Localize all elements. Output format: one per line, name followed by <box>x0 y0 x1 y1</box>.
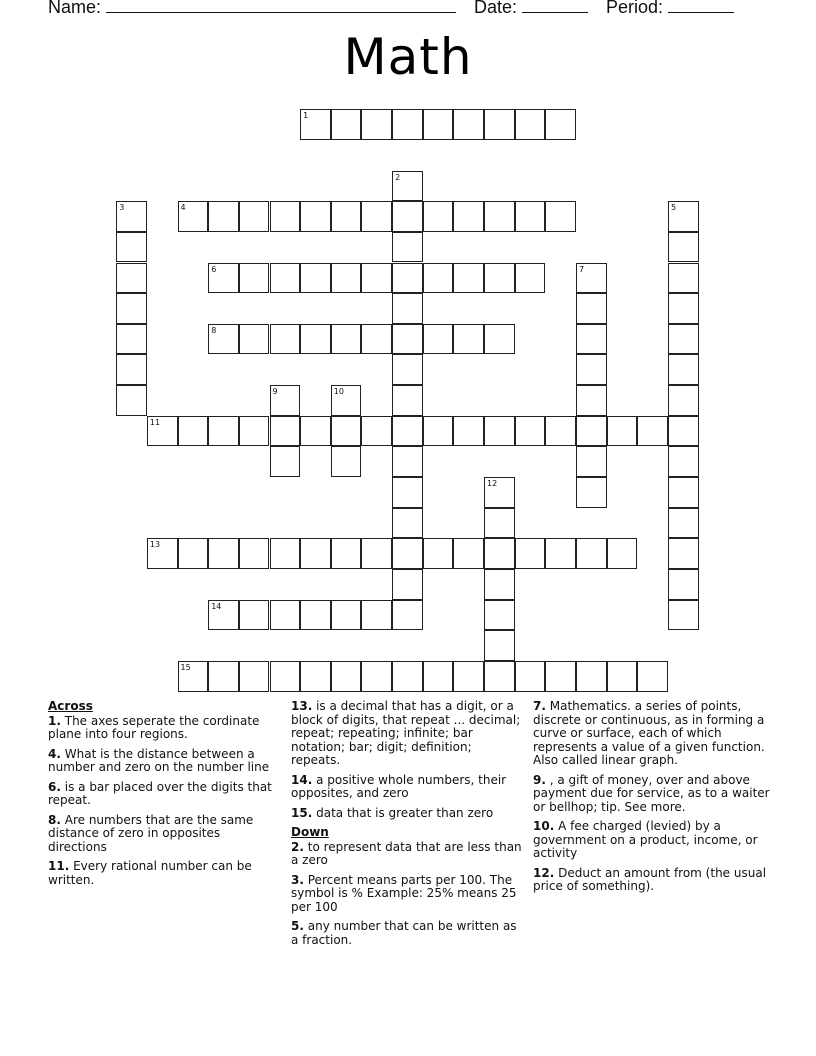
cell-number: 8 <box>211 325 217 335</box>
clue-down-7: 7. Mathematics. a series of points, discrete or continuous, as in forming a curve or surface, each of which represents a value of a given function. Also called linear graph. <box>533 699 765 767</box>
clue-text: to represent data that are less than a zero <box>291 839 522 867</box>
crossword-cell[interactable] <box>668 477 699 508</box>
crossword-cell[interactable] <box>270 201 301 232</box>
clue-down-2: 2. to represent data that are less than a zero <box>291 839 522 867</box>
crossword-cell[interactable] <box>423 109 454 140</box>
crossword-cell[interactable] <box>515 661 546 692</box>
crossword-cell[interactable] <box>668 324 699 355</box>
crossword-cell[interactable] <box>576 324 607 355</box>
clue-across-1: 1. The axes seperate the cordinate plane into four regions. <box>48 713 260 741</box>
crossword-grid <box>117 110 701 694</box>
crossword-cell[interactable] <box>208 201 239 232</box>
crossword-cell[interactable] <box>239 263 270 294</box>
crossword-cell[interactable] <box>392 109 423 140</box>
crossword-cell[interactable] <box>484 416 515 447</box>
crossword-cell[interactable] <box>637 416 668 447</box>
cell-number: 9 <box>272 387 278 397</box>
crossword-cell[interactable] <box>484 477 515 508</box>
crossword-cell[interactable] <box>270 416 301 447</box>
period-field[interactable] <box>606 0 734 18</box>
crossword-cell[interactable] <box>239 538 270 569</box>
clue-text: , a gift of money, over and above payment due for service, as to a waiter or bellhop; tip. See more. <box>533 772 770 814</box>
crossword-cell[interactable] <box>392 569 423 600</box>
clue-number: 2 <box>291 839 300 854</box>
crossword-cell[interactable] <box>515 538 546 569</box>
clue-number: 10 <box>533 819 550 833</box>
across-heading: Across <box>48 699 93 713</box>
clue-text: The axes seperate the cordinate plane into four regions. <box>48 713 260 741</box>
crossword-cell[interactable] <box>392 232 423 263</box>
crossword-cell[interactable] <box>545 109 576 140</box>
crossword-cell[interactable] <box>453 538 484 569</box>
crossword-cell[interactable] <box>607 661 638 692</box>
crossword-cell[interactable] <box>331 263 362 294</box>
clue-text: data that is greater than zero <box>316 805 494 820</box>
crossword-cell[interactable] <box>453 324 484 355</box>
crossword-cell[interactable] <box>423 324 454 355</box>
crossword-cell[interactable] <box>392 293 423 324</box>
crossword-cell[interactable] <box>270 263 301 294</box>
crossword-cell[interactable] <box>270 385 301 416</box>
crossword-cell[interactable] <box>668 446 699 477</box>
clue-down-3: 3. Percent means parts per 100. The symbol is % Example: 25% means 25 per 100 <box>291 872 517 914</box>
crossword-cell[interactable] <box>423 263 454 294</box>
crossword-cell[interactable] <box>300 538 331 569</box>
clue-across-4: 4. What is the distance between a number and zero on the number line <box>48 746 270 774</box>
cell-number: 6 <box>211 264 217 274</box>
crossword-cell[interactable] <box>576 661 607 692</box>
crossword-cell[interactable] <box>392 477 423 508</box>
clue-number: 8 <box>48 812 57 827</box>
cell-number: 5 <box>670 203 677 213</box>
crossword-cell[interactable] <box>668 354 699 385</box>
crossword-cell[interactable] <box>116 354 147 385</box>
crossword-cell[interactable] <box>361 263 392 294</box>
crossword-cell[interactable] <box>668 600 699 631</box>
crossword-cell[interactable] <box>147 416 178 447</box>
clue-number: 4 <box>48 746 57 761</box>
crossword-cell[interactable] <box>576 538 607 569</box>
clue-across-13: 13. is a decimal that has a digit, or a block of digits, that repeat ... decimal; repeat; repeating; infinite; bar notation; bar; digit; definition; repeats. <box>291 699 521 767</box>
crossword-cell[interactable] <box>423 201 454 232</box>
crossword-cell[interactable] <box>392 201 423 232</box>
crossword-cell[interactable] <box>239 661 270 692</box>
clue-text: Mathematics. a series of points, discrete or continuous, as in forming a curve or surface, each of which represents a value of a given function. Also called linear graph. <box>533 699 765 767</box>
crossword-cell[interactable] <box>453 109 484 140</box>
clue-down-12: 12. Deduct an amount from (the usual price of something). <box>533 865 767 893</box>
cell-number: 13 <box>149 540 161 550</box>
crossword-cell[interactable] <box>208 416 239 447</box>
crossword-cell[interactable] <box>545 201 576 232</box>
clue-text: is a bar placed over the digits that repeat. <box>48 779 272 807</box>
cell-number: 1 <box>303 111 309 121</box>
crossword-cell[interactable] <box>484 109 515 140</box>
crossword-cell[interactable] <box>178 416 209 447</box>
crossword-cell[interactable] <box>392 385 423 416</box>
crossword-cell[interactable] <box>576 293 607 324</box>
cell-number: 4 <box>180 203 186 213</box>
crossword-cell[interactable] <box>300 201 331 232</box>
crossword-cell[interactable] <box>392 324 423 355</box>
crossword-cell[interactable] <box>392 600 423 631</box>
clue-across-8: 8. Are numbers that are the same distance of zero in opposites directions <box>48 812 254 854</box>
clue-number: 1 <box>48 713 57 728</box>
crossword-cell[interactable] <box>300 416 331 447</box>
crossword-cell[interactable] <box>392 508 423 539</box>
page-title: Math <box>343 28 473 86</box>
clues-column-1 <box>48 700 280 893</box>
name-blank-line[interactable] <box>106 0 456 13</box>
crossword-cell[interactable] <box>668 263 699 294</box>
crossword-cell[interactable] <box>423 538 454 569</box>
clue-text: Are numbers that are the same distance of zero in opposites directions <box>48 812 254 854</box>
crossword-cell[interactable] <box>178 201 209 232</box>
crossword-cell[interactable] <box>331 446 362 477</box>
crossword-cell[interactable] <box>270 661 301 692</box>
cell-number: 14 <box>211 601 222 611</box>
crossword-cell[interactable] <box>545 416 576 447</box>
crossword-cell[interactable] <box>392 446 423 477</box>
crossword-cell[interactable] <box>637 661 668 692</box>
crossword-cell[interactable] <box>545 661 576 692</box>
crossword-cell[interactable] <box>515 263 546 294</box>
crossword-cell[interactable] <box>331 109 362 140</box>
cell-number: 3 <box>119 203 125 213</box>
crossword-cell[interactable] <box>392 354 423 385</box>
clue-text: Percent means parts per 100. The symbol is % Example: 25% means 25 per 100 <box>291 872 517 914</box>
crossword-cell[interactable] <box>116 324 147 355</box>
crossword-cell[interactable] <box>116 385 147 416</box>
crossword-cell[interactable] <box>208 324 239 355</box>
crossword-cell[interactable] <box>607 538 638 569</box>
crossword-cell[interactable] <box>300 109 331 140</box>
crossword-cell[interactable] <box>484 569 515 600</box>
crossword-cell[interactable] <box>331 385 362 416</box>
crossword-cell[interactable] <box>331 201 362 232</box>
crossword-cell[interactable] <box>484 201 515 232</box>
crossword-cell[interactable] <box>147 538 178 569</box>
crossword-cell[interactable] <box>453 201 484 232</box>
cell-number: 2 <box>395 172 401 182</box>
crossword-cell[interactable] <box>392 661 423 692</box>
clue-across-14: 14. a positive whole numbers, their opposites, and zero <box>291 772 507 800</box>
crossword-cell[interactable] <box>576 385 607 416</box>
down-heading: Down <box>291 825 329 839</box>
clues-column-3 <box>533 700 773 900</box>
crossword-cell[interactable] <box>270 324 301 355</box>
clue-down-5: 5. any number that can be written as a fraction. <box>291 919 517 947</box>
crossword-cell[interactable] <box>484 600 515 631</box>
crossword-cell[interactable] <box>576 263 607 294</box>
crossword-cell[interactable] <box>453 263 484 294</box>
crossword-cell[interactable] <box>208 263 239 294</box>
clue-across-11: 11. Every rational number can be written. <box>48 859 252 887</box>
crossword-cell[interactable] <box>576 416 607 447</box>
crossword-cell[interactable] <box>515 109 546 140</box>
crossword-cell[interactable] <box>331 661 362 692</box>
crossword-cell[interactable] <box>331 324 362 355</box>
clue-number: 15 <box>291 805 308 820</box>
date-blank-line[interactable] <box>522 0 588 13</box>
crossword-cell[interactable] <box>300 661 331 692</box>
crossword-cell[interactable] <box>392 171 423 202</box>
clue-across-15: 15. data that is greater than zero <box>291 805 494 820</box>
crossword-cell[interactable] <box>668 508 699 539</box>
cell-number: 10 <box>333 387 344 397</box>
clue-number: 14 <box>291 772 308 787</box>
crossword-cell[interactable] <box>576 446 607 477</box>
crossword-cell[interactable] <box>361 600 392 631</box>
clue-text: Deduct an amount from (the usual price of something). <box>533 865 767 893</box>
crossword-cell[interactable] <box>423 661 454 692</box>
cell-number: 11 <box>149 417 161 427</box>
cell-number: 15 <box>180 662 191 672</box>
crossword-cell[interactable] <box>484 661 515 692</box>
clue-text: What is the distance between a number and zero on the number line <box>48 746 270 774</box>
crossword-cell[interactable] <box>423 416 454 447</box>
clue-number: 11 <box>48 859 65 873</box>
crossword-cell[interactable] <box>300 324 331 355</box>
crossword-cell[interactable] <box>361 538 392 569</box>
crossword-cell[interactable] <box>116 232 147 263</box>
crossword-cell[interactable] <box>270 446 301 477</box>
clue-down-10: 10. A fee charged (levied) by a government on a product, income, or activity <box>533 819 758 860</box>
crossword-cell[interactable] <box>239 416 270 447</box>
crossword-cell[interactable] <box>392 263 423 294</box>
crossword-cell[interactable] <box>515 201 546 232</box>
crossword-cell[interactable] <box>361 201 392 232</box>
period-label: Period: <box>606 0 664 17</box>
crossword-cell[interactable] <box>392 538 423 569</box>
crossword-cell[interactable] <box>208 661 239 692</box>
crossword-cell[interactable] <box>331 600 362 631</box>
crossword-cell[interactable] <box>484 263 515 294</box>
crossword-cell[interactable] <box>668 416 699 447</box>
crossword-cell[interactable] <box>668 293 699 324</box>
crossword-cell[interactable] <box>270 600 301 631</box>
crossword-cell[interactable] <box>453 661 484 692</box>
crossword-cell[interactable] <box>208 538 239 569</box>
crossword-cell[interactable] <box>239 201 270 232</box>
crossword-cell[interactable] <box>545 538 576 569</box>
cell-number: 7 <box>579 264 585 274</box>
crossword-cell[interactable] <box>361 661 392 692</box>
crossword-cell[interactable] <box>300 600 331 631</box>
crossword-cell[interactable] <box>361 416 392 447</box>
crossword-cell[interactable] <box>607 416 638 447</box>
period-blank-line[interactable] <box>668 0 734 13</box>
clues-column-2 <box>291 700 523 953</box>
crossword-cell[interactable] <box>178 661 209 692</box>
crossword-cell[interactable] <box>515 416 546 447</box>
clue-number: 3 <box>291 872 300 887</box>
crossword-cell[interactable] <box>576 354 607 385</box>
clue-text: a positive whole numbers, their opposites, and zero <box>291 772 507 800</box>
name-field[interactable] <box>48 0 456 18</box>
crossword-cell[interactable] <box>116 263 147 294</box>
crossword-cell[interactable] <box>361 109 392 140</box>
crossword-cell[interactable] <box>668 385 699 416</box>
clue-down-9: 9. , a gift of money, over and above payment due for service, as to a waiter or bellhop; tip. See more. <box>533 772 770 814</box>
clue-text: is a decimal that has a digit, or a block of digits, that repeat ... decimal; repeat; repeating; infinite; bar notation; bar; digit; definition; repeats. <box>291 699 521 767</box>
crossword-cell[interactable] <box>331 416 362 447</box>
crossword-cell[interactable] <box>331 538 362 569</box>
crossword-cell[interactable] <box>116 293 147 324</box>
crossword-cell[interactable] <box>576 477 607 508</box>
clue-number: 6 <box>48 779 57 794</box>
crossword-cell[interactable] <box>361 324 392 355</box>
clue-text: A fee charged (levied) by a government on a product, income, or activity <box>533 819 758 860</box>
crossword-cell[interactable] <box>392 416 423 447</box>
crossword-cell[interactable] <box>239 324 270 355</box>
clue-text: any number that can be written as a fraction. <box>291 919 517 947</box>
crossword-cell[interactable] <box>208 600 239 631</box>
name-label: Name: <box>48 0 102 17</box>
crossword-cell[interactable] <box>484 324 515 355</box>
clue-number: 12 <box>533 865 550 880</box>
crossword-cell[interactable] <box>300 263 331 294</box>
clue-number: 13 <box>291 699 308 713</box>
cell-number: 12 <box>487 479 498 489</box>
date-label: Date: <box>474 0 518 17</box>
crossword-cell[interactable] <box>668 569 699 600</box>
clue-number: 9 <box>533 772 542 787</box>
clue-text: Every rational number can be written. <box>48 859 252 887</box>
clue-across-6: 6. is a bar placed over the digits that repeat. <box>48 779 272 807</box>
clue-number: 5 <box>291 919 300 933</box>
crossword-cell[interactable] <box>668 232 699 263</box>
crossword-cell[interactable] <box>116 201 147 232</box>
crossword-cell[interactable] <box>484 538 515 569</box>
crossword-cell[interactable] <box>178 538 209 569</box>
crossword-cell[interactable] <box>270 538 301 569</box>
crossword-cell[interactable] <box>239 600 270 631</box>
crossword-cell[interactable] <box>484 630 515 661</box>
crossword-cell[interactable] <box>453 416 484 447</box>
date-field[interactable] <box>474 0 588 18</box>
crossword-cell[interactable] <box>668 538 699 569</box>
crossword-cell[interactable] <box>668 201 699 232</box>
clue-number: 7 <box>533 699 542 713</box>
crossword-cell[interactable] <box>484 508 515 539</box>
